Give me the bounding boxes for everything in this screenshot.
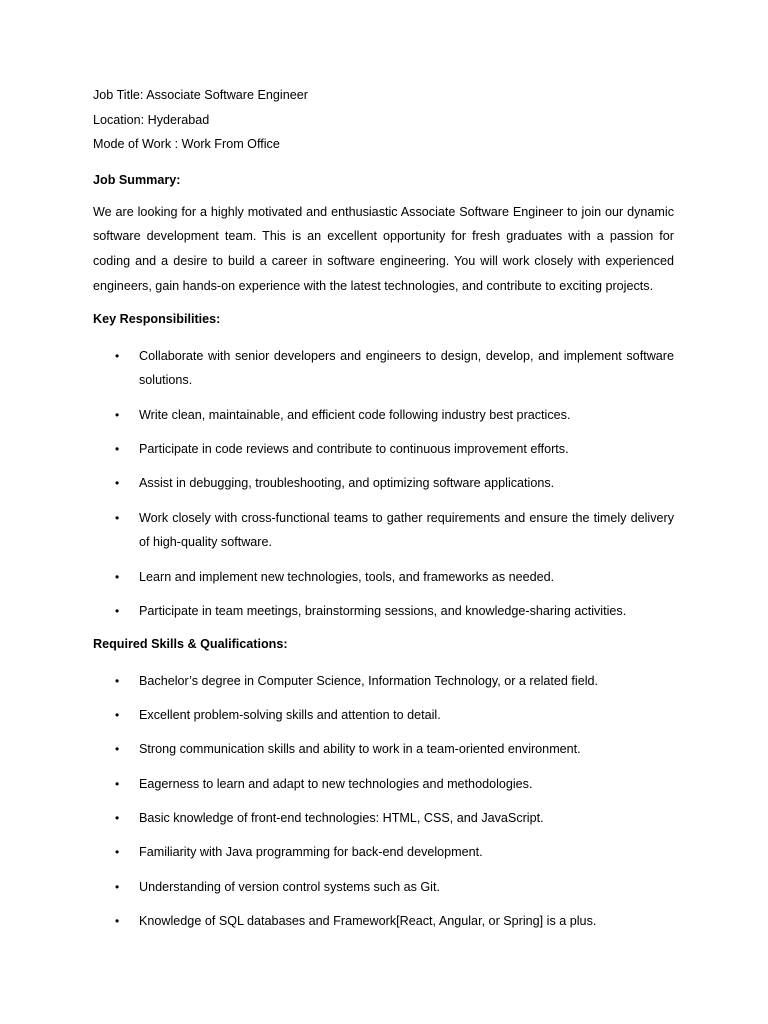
location-line: Location: Hyderabad (93, 112, 210, 127)
list-item (93, 471, 674, 496)
job-summary-paragraph: We are looking for a highly motivated and enthusiastic Associate Software Engineer to join our dynamic software development team. This is an excellent opportunity for fresh graduates with a passion for coding and a desire to build a career in software engineering. You will work closely with experienced engineers, gain hands-on experience with the latest technologies, and contribute to exciting projects. (93, 204, 674, 293)
list-item-text: Participate in team meetings, brainstorming sessions, and knowledge-sharing activities. (139, 604, 627, 619)
job-summary-heading: Job Summary: (93, 172, 181, 187)
list-item-text: Basic knowledge of front-end technologies: HTML, CSS, and JavaScript. (139, 811, 544, 826)
list-item-text: Collaborate with senior developers and engineers to design, develop, and implement software solutions. (139, 348, 674, 388)
list-item (93, 669, 674, 694)
bullet-icon: • (115, 845, 120, 860)
bullet-icon: • (115, 742, 120, 757)
list-item (93, 344, 674, 394)
bullet-icon: • (115, 442, 120, 457)
list-item-text: Write clean, maintainable, and efficient code following industry best practices. (139, 407, 571, 422)
list-item (93, 840, 674, 865)
skills-list (93, 669, 674, 934)
bullet-icon: • (115, 673, 120, 688)
bullet-icon: • (115, 604, 120, 619)
list-item-text: Strong communication skills and ability to work in a team-oriented environment. (139, 742, 581, 757)
list-item (93, 565, 674, 590)
bullet-icon: • (115, 569, 120, 584)
list-item-text: Familiarity with Java programming for back-end development. (139, 845, 483, 860)
list-item-text: Excellent problem-solving skills and attention to detail. (139, 708, 441, 723)
list-item (93, 909, 674, 934)
list-item (93, 806, 674, 831)
key-responsibilities-heading: Key Responsibilities: (93, 311, 221, 326)
required-skills-heading: Required Skills & Qualifications: (93, 636, 288, 651)
bullet-icon: • (115, 879, 120, 894)
job-description-document (93, 86, 674, 934)
bullet-icon: • (115, 510, 120, 525)
list-item-text: Learn and implement new technologies, tools, and frameworks as needed. (139, 569, 555, 584)
list-item (93, 703, 674, 728)
bullet-icon: • (115, 348, 120, 363)
list-item (93, 875, 674, 900)
job-title-line: Job Title: Associate Software Engineer (93, 88, 308, 102)
mode-of-work-line: Mode of Work : Work From Office (93, 137, 280, 151)
list-item-text: Knowledge of SQL databases and Framework[React, Angular, or Spring] is a plus. (139, 913, 597, 928)
bullet-icon: • (115, 776, 120, 791)
list-item (93, 403, 674, 428)
list-item (93, 599, 674, 624)
bullet-icon: • (115, 407, 120, 422)
list-item-text: Bachelor’s degree in Computer Science, Information Technology, or a related field. (139, 673, 599, 688)
list-item-text: Understanding of version control systems such as Git. (139, 879, 440, 894)
responsibilities-list (93, 344, 674, 624)
bullet-icon: • (115, 708, 120, 723)
bullet-icon: • (115, 811, 120, 826)
list-item (93, 737, 674, 762)
bullet-icon: • (115, 913, 120, 928)
list-item (93, 772, 674, 797)
list-item-text: Assist in debugging, troubleshooting, and optimizing software applications. (139, 476, 555, 491)
list-item-text: Participate in code reviews and contribute to continuous improvement efforts. (139, 442, 569, 457)
list-item (93, 506, 674, 556)
list-item (93, 437, 674, 462)
list-item-text: Work closely with cross-functional teams to gather requirements and ensure the timely delivery of high-quality software. (139, 510, 674, 550)
list-item-text: Eagerness to learn and adapt to new technologies and methodologies. (139, 776, 533, 791)
bullet-icon: • (115, 476, 120, 491)
